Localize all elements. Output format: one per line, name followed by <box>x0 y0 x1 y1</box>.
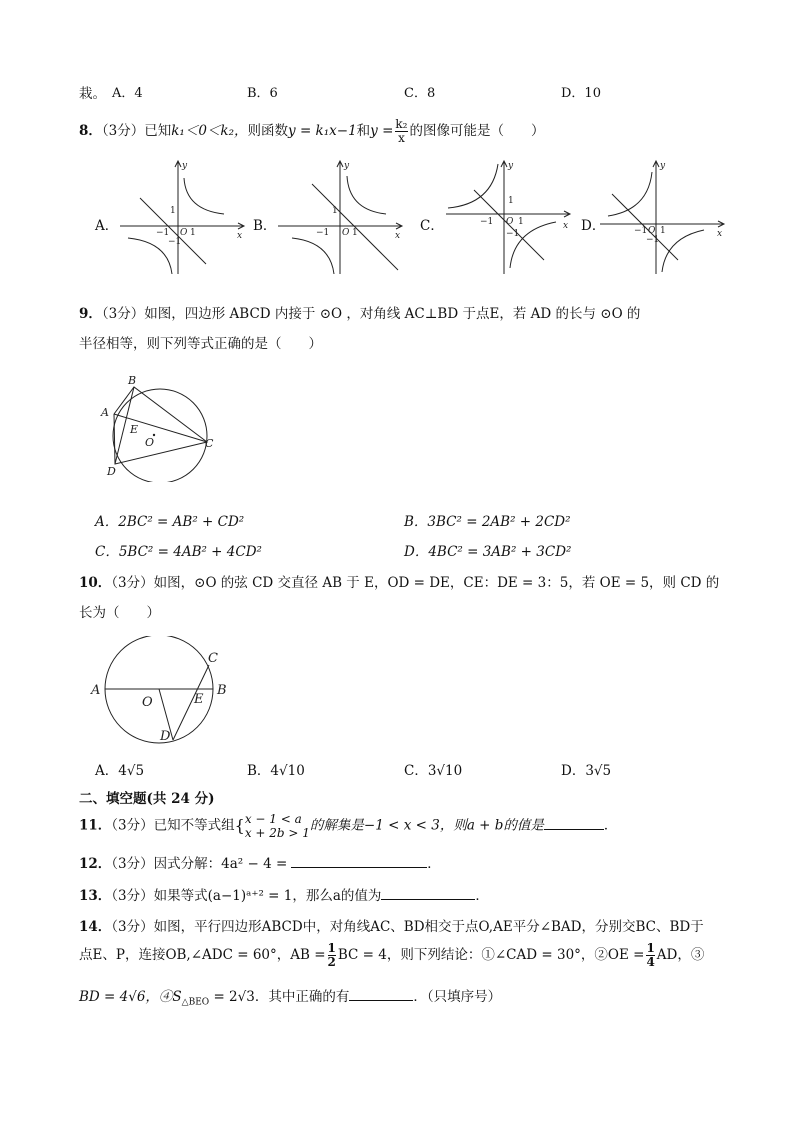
svg-text:y: y <box>508 161 514 171</box>
q10-number: 10． <box>79 575 112 591</box>
svg-text:−1: −1 <box>168 237 182 247</box>
y-axis-label: y <box>182 161 188 171</box>
svg-text:−1: −1 <box>316 228 330 238</box>
svg-text:−1: −1 <box>156 228 170 238</box>
x-axis-label: x <box>237 231 243 241</box>
svg-text:1: 1 <box>170 206 176 216</box>
svg-text:1: 1 <box>352 228 358 238</box>
point-c-label: C <box>205 437 214 450</box>
q14-number: 14． <box>79 919 112 935</box>
q7-option-b: B．6 <box>247 86 278 101</box>
svg-text:x: x <box>395 231 401 241</box>
q7-tail <box>79 82 106 102</box>
svg-text:O: O <box>342 228 350 238</box>
q13-stem: 13．（3分）如果等式(a−1)ᵃ⁺² = 1，那么a的值为 ． <box>79 888 489 904</box>
q8-graph-c <box>444 158 574 276</box>
point-d-label: D <box>107 465 116 478</box>
point-e-label: E <box>194 692 204 707</box>
svg-text:−1: −1 <box>646 235 660 245</box>
svg-text:O: O <box>506 217 514 227</box>
svg-text:x: x <box>717 229 723 239</box>
q10-option-d: D．3√5 <box>561 763 612 779</box>
q11-answer-blank[interactable] <box>544 817 604 830</box>
svg-text:−1: −1 <box>634 226 648 236</box>
point-a-label: A <box>91 683 101 698</box>
q8-option-c-label: C． <box>420 218 444 234</box>
point-a-label: A <box>101 406 109 419</box>
svg-text:−1: −1 <box>480 217 494 227</box>
q10-stem-line2: 长为（ ） <box>79 605 160 621</box>
point-b-label: B <box>217 683 227 698</box>
point-c-label: C <box>208 651 218 666</box>
point-d-label: D <box>160 729 171 744</box>
q12-answer-blank[interactable] <box>291 855 427 868</box>
svg-text:O: O <box>648 226 656 236</box>
q9-option-b: B．3BC² = 2AB² + 2CD² <box>404 514 571 530</box>
q8-option-b-label: B． <box>253 218 277 234</box>
q13-answer-blank[interactable] <box>381 887 475 900</box>
svg-text:1: 1 <box>518 217 524 227</box>
q10-option-b: B．4√10 <box>247 763 305 779</box>
q8-graph-b <box>276 158 406 276</box>
point-b-label: B <box>128 374 137 387</box>
svg-text:1: 1 <box>508 196 514 206</box>
q10-stem-line1: 10．（3分）如图，⊙O 的弦 CD 交直径 AB 于 E，OD = DE，CE：DE = 3：5，若 OE = 5，则 CD 的 <box>79 575 720 591</box>
q14-answer-blank[interactable] <box>349 988 413 1001</box>
svg-text:1: 1 <box>660 226 666 236</box>
q9-option-a: A．2BC² = AB² + CD² <box>95 514 245 530</box>
q7-option-c: C．8 <box>404 86 436 101</box>
q9-number: 9． <box>79 306 102 322</box>
q12-stem: 12．（3分）因式分解：4a² − 4 = ． <box>79 856 441 872</box>
q13-number: 13． <box>79 888 112 904</box>
q11-stem: 11．（3分）已知不等式组{ x − 1 < a x + 2b > 1 的解集是−1 < x < 3，则a + b的值是 ． <box>79 812 618 840</box>
section-title: 二、填空题(共 24 分) <box>79 791 215 807</box>
q10-figure <box>88 636 238 748</box>
q9-figure <box>98 370 228 482</box>
origin-label: O <box>180 228 188 238</box>
q8-option-d-label: D． <box>581 218 606 234</box>
q8-graph-a <box>118 158 248 276</box>
q9-stem-line2: 半径相等，则下列等式正确的是（ ） <box>79 336 322 352</box>
q7-option-d: D．10 <box>561 86 601 101</box>
q8-stem: 8．（3分）已知k₁＜0＜k₂，则函数y = k₁x−1和y = $\frac{\text{k₂}}{x}$ 的图像可能是（ ） <box>79 117 545 145</box>
svg-text:y: y <box>344 161 350 171</box>
svg-text:x: x <box>563 221 569 231</box>
q11-number: 11． <box>79 817 112 834</box>
q10-option-a: A．4√5 <box>95 763 145 779</box>
svg-text:1: 1 <box>332 206 338 216</box>
q9-option-c: C．5BC² = 4AB² + 4CD² <box>95 544 262 560</box>
q8-option-a-label: A． <box>95 218 119 234</box>
svg-text:1: 1 <box>190 228 196 238</box>
point-e-label: E <box>130 423 139 436</box>
q10-option-c: C．3√10 <box>404 763 463 779</box>
point-o-label: O <box>142 695 153 710</box>
q8-graph-d <box>598 158 728 276</box>
q9-stem-line1: 9．（3分）如图，四边形 ABCD 内接于 ⊙O ，对角线 AC⊥BD 于点E，若 AD 的长与 ⊙O 的 <box>79 306 641 322</box>
q7-option-a: A．4 <box>112 86 143 101</box>
q14-line1: 14．（3分）如图，平行四边形ABCD中，对角线AC、BD相交于点O,AE平分∠BAD，分别交BC、BD于 <box>79 919 704 935</box>
q14-line2: 点E、P，连接OB,∠ADC = 60°，AB = $\frac{1}{2}$ BC = 4，则下列结论：①∠CAD = 30°，②OE = $\frac{1}{4}$ AD，③ <box>79 941 705 969</box>
q14-line3: BD = 4√6，$④S_{\triangle BEO} = 2√3$．其中正确的有 ．（只填序号） <box>79 989 502 1008</box>
svg-text:y: y <box>660 161 666 171</box>
svg-text:−1: −1 <box>506 229 520 239</box>
q8-number: 8． <box>79 123 102 139</box>
point-o-label: O <box>145 436 155 449</box>
q12-number: 12． <box>79 856 112 872</box>
q9-option-d: D．4BC² = 3AB² + 3CD² <box>404 544 572 560</box>
q7-tail-text: 栽。 <box>79 86 106 102</box>
